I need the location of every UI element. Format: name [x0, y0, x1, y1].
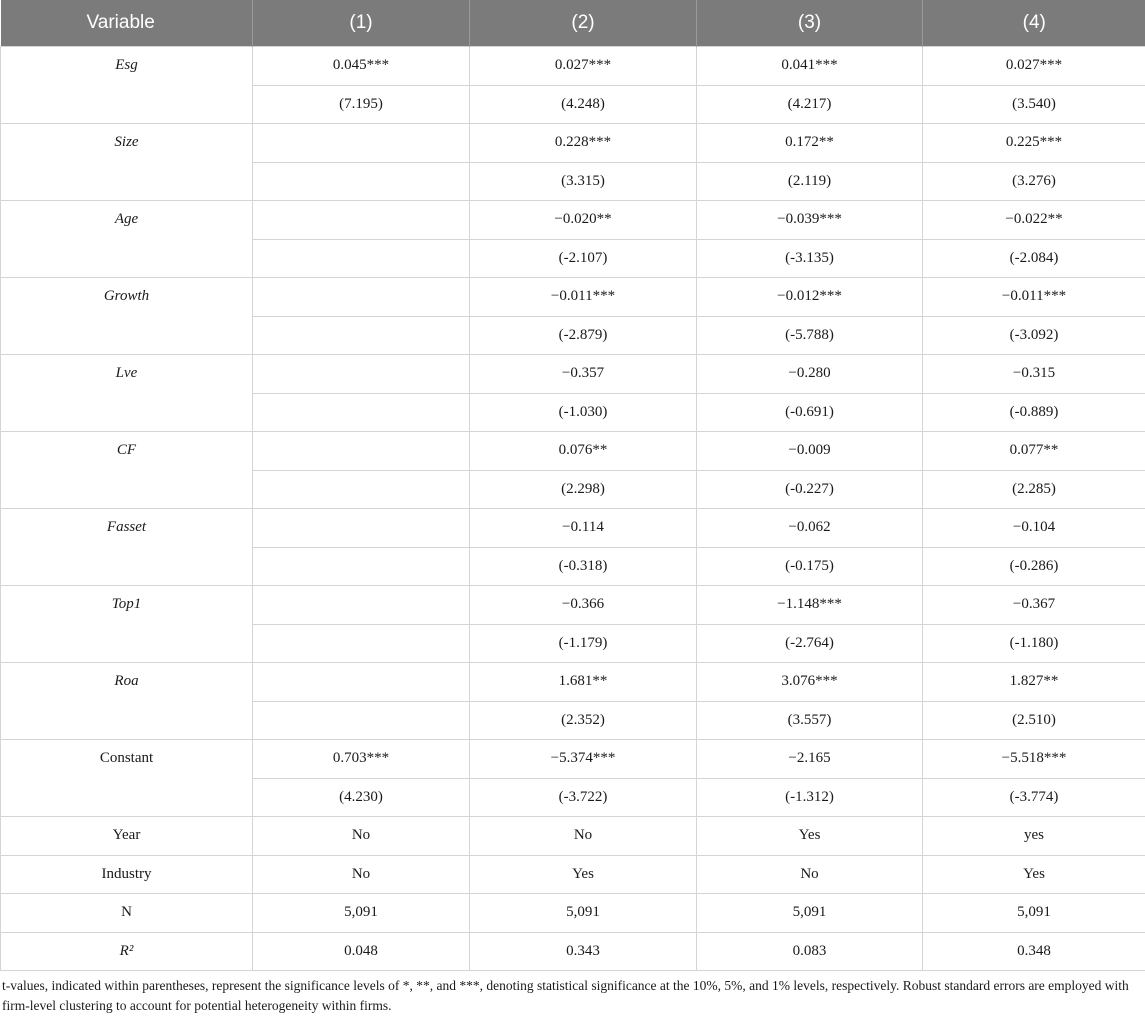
- t-value-cell: (-3.092): [923, 316, 1145, 355]
- coef-cell: −0.315: [923, 355, 1145, 394]
- t-value-cell: (-1.030): [470, 393, 697, 432]
- t-value-cell: (-2.879): [470, 316, 697, 355]
- t-value-cell: (7.195): [253, 85, 470, 124]
- coef-cell: 0.041***: [697, 47, 923, 86]
- table-row: [1, 855, 1145, 894]
- control-name: Industry: [1, 855, 253, 894]
- table-row: [1, 663, 1145, 702]
- t-value-cell: (-3.774): [923, 778, 1145, 817]
- coef-cell: [253, 663, 470, 702]
- coef-cell: 0.076**: [470, 432, 697, 471]
- control-name: Year: [1, 817, 253, 856]
- control-value-cell: Yes: [470, 855, 697, 894]
- coef-cell: 0.045***: [253, 47, 470, 86]
- table-footnote: t-values, indicated within parentheses, represent the significance levels of *, **, and ***, denoting statistical significance at the 10%, 5%, and 1% levels, respectively. Robust standard errors are employed with firm-level clustering to account for potential heterogeneity within firms.: [2, 978, 1129, 1013]
- variable-name-cf: CF: [1, 432, 253, 509]
- t-value-cell: [253, 547, 470, 586]
- t-value-cell: (-3.135): [697, 239, 923, 278]
- t-value-cell: [253, 162, 470, 201]
- coef-cell: [253, 124, 470, 163]
- t-value-cell: (2.510): [923, 701, 1145, 740]
- coef-cell: 1.827**: [923, 663, 1145, 702]
- variable-name-esg: Esg: [1, 47, 253, 124]
- coef-cell: −0.011***: [470, 278, 697, 317]
- coef-cell: 0.228***: [470, 124, 697, 163]
- t-value-cell: [253, 624, 470, 663]
- coef-cell: −0.009: [697, 432, 923, 471]
- variable-name-fasset: Fasset: [1, 509, 253, 586]
- control-value-cell: 5,091: [470, 894, 697, 933]
- coef-cell: −0.280: [697, 355, 923, 394]
- coef-cell: −2.165: [697, 740, 923, 779]
- t-value-cell: (-2.764): [697, 624, 923, 663]
- t-value-cell: (3.540): [923, 85, 1145, 124]
- variable-name-constant: Constant: [1, 740, 253, 817]
- control-value-cell: yes: [923, 817, 1145, 856]
- variable-name-growth: Growth: [1, 278, 253, 355]
- control-name: R²: [1, 932, 253, 971]
- control-value-cell: No: [253, 855, 470, 894]
- variable-name-age: Age: [1, 201, 253, 278]
- t-value-cell: (-0.175): [697, 547, 923, 586]
- coef-cell: 0.225***: [923, 124, 1145, 163]
- header-row: [1, 0, 1145, 47]
- header-model-4: (4): [923, 0, 1145, 47]
- coef-cell: −0.022**: [923, 201, 1145, 240]
- table-row: [1, 509, 1145, 548]
- control-value-cell: No: [470, 817, 697, 856]
- coef-cell: [253, 278, 470, 317]
- coef-cell: 1.681**: [470, 663, 697, 702]
- table-row: [1, 740, 1145, 779]
- control-name: N: [1, 894, 253, 933]
- coef-cell: −0.020**: [470, 201, 697, 240]
- variable-name-lve: Lve: [1, 355, 253, 432]
- t-value-cell: (-0.691): [697, 393, 923, 432]
- coef-cell: −0.104: [923, 509, 1145, 548]
- coef-cell: 0.703***: [253, 740, 470, 779]
- coef-cell: [253, 201, 470, 240]
- variable-name-size: Size: [1, 124, 253, 201]
- table-body: [1, 47, 1145, 971]
- coef-cell: −0.366: [470, 586, 697, 625]
- header-variable: Variable: [1, 0, 253, 47]
- t-value-cell: (-1.180): [923, 624, 1145, 663]
- coef-cell: −0.114: [470, 509, 697, 548]
- coef-cell: −5.374***: [470, 740, 697, 779]
- t-value-cell: [253, 239, 470, 278]
- t-value-cell: (4.217): [697, 85, 923, 124]
- coef-cell: −0.011***: [923, 278, 1145, 317]
- t-value-cell: (2.352): [470, 701, 697, 740]
- coef-cell: 0.027***: [923, 47, 1145, 86]
- coef-cell: −0.367: [923, 586, 1145, 625]
- t-value-cell: [253, 470, 470, 509]
- control-value-cell: Yes: [697, 817, 923, 856]
- coef-cell: 0.172**: [697, 124, 923, 163]
- header-model-3: (3): [697, 0, 923, 47]
- t-value-cell: (2.298): [470, 470, 697, 509]
- control-value-cell: Yes: [923, 855, 1145, 894]
- coef-cell: [253, 509, 470, 548]
- control-value-cell: 5,091: [923, 894, 1145, 933]
- coef-cell: −0.062: [697, 509, 923, 548]
- coef-cell: [253, 432, 470, 471]
- t-value-cell: (3.557): [697, 701, 923, 740]
- coef-cell: −5.518***: [923, 740, 1145, 779]
- coef-cell: 3.076***: [697, 663, 923, 702]
- coef-cell: 0.027***: [470, 47, 697, 86]
- table-row: [1, 894, 1145, 933]
- table-row: [1, 124, 1145, 163]
- control-value-cell: 5,091: [697, 894, 923, 933]
- control-value-cell: 0.083: [697, 932, 923, 971]
- t-value-cell: (3.315): [470, 162, 697, 201]
- t-value-cell: (-2.107): [470, 239, 697, 278]
- coef-cell: −1.148***: [697, 586, 923, 625]
- control-value-cell: 0.343: [470, 932, 697, 971]
- t-value-cell: [253, 393, 470, 432]
- control-value-cell: No: [697, 855, 923, 894]
- coef-cell: −0.039***: [697, 201, 923, 240]
- header-model-1: (1): [253, 0, 470, 47]
- coef-cell: 0.077**: [923, 432, 1145, 471]
- coef-cell: [253, 355, 470, 394]
- table-row: [1, 201, 1145, 240]
- table-row: [1, 817, 1145, 856]
- t-value-cell: (-0.286): [923, 547, 1145, 586]
- t-value-cell: (-1.179): [470, 624, 697, 663]
- t-value-cell: (2.119): [697, 162, 923, 201]
- t-value-cell: (-3.722): [470, 778, 697, 817]
- control-value-cell: 0.048: [253, 932, 470, 971]
- coef-cell: [253, 586, 470, 625]
- variable-name-roa: Roa: [1, 663, 253, 740]
- table-row: [1, 432, 1145, 471]
- header-model-2: (2): [470, 0, 697, 47]
- table-row: [1, 932, 1145, 971]
- t-value-cell: (-1.312): [697, 778, 923, 817]
- t-value-cell: (4.248): [470, 85, 697, 124]
- control-value-cell: 5,091: [253, 894, 470, 933]
- t-value-cell: [253, 316, 470, 355]
- t-value-cell: (2.285): [923, 470, 1145, 509]
- t-value-cell: (-5.788): [697, 316, 923, 355]
- t-value-cell: (-0.227): [697, 470, 923, 509]
- t-value-cell: (-2.084): [923, 239, 1145, 278]
- table-row: [1, 355, 1145, 394]
- control-value-cell: No: [253, 817, 470, 856]
- t-value-cell: (3.276): [923, 162, 1145, 201]
- coef-cell: −0.357: [470, 355, 697, 394]
- variable-name-top1: Top1: [1, 586, 253, 663]
- t-value-cell: (-0.889): [923, 393, 1145, 432]
- control-value-cell: 0.348: [923, 932, 1145, 971]
- t-value-cell: (4.230): [253, 778, 470, 817]
- table-row: [1, 278, 1145, 317]
- table-row: [1, 586, 1145, 625]
- table-row: [1, 47, 1145, 86]
- t-value-cell: (-0.318): [470, 547, 697, 586]
- coef-cell: −0.012***: [697, 278, 923, 317]
- t-value-cell: [253, 701, 470, 740]
